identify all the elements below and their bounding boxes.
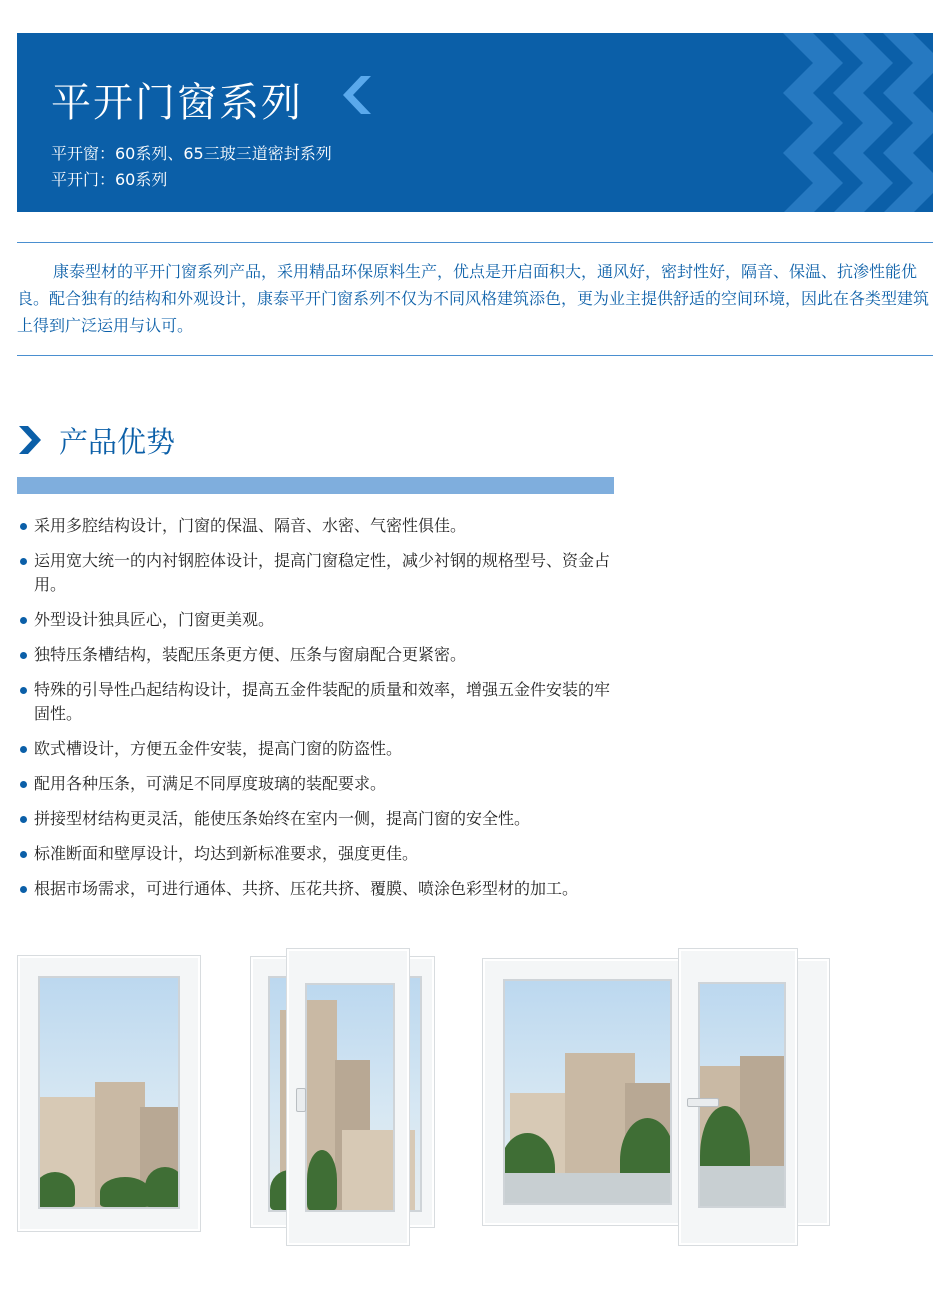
list-item: 采用多腔结构设计，门窗的保温、隔音、水密、气密性俱佳。 [17,514,617,538]
chevron-left-icon [339,74,371,116]
window-photo-fixed [17,955,201,1232]
bullet-dot-icon [20,851,27,858]
header-banner [17,33,933,212]
section-bar [17,477,614,494]
window-handle [687,1098,719,1107]
bullet-dot-icon [20,816,27,823]
list-item: 标准断面和壁厚设计，均达到新标准要求，强度更佳。 [17,842,617,866]
divider-bottom [17,355,933,356]
list-item: 拼接型材结构更灵活，能使压条始终在室内一侧，提高门窗的安全性。 [17,807,617,831]
list-item: 配用各种压条，可满足不同厚度玻璃的装配要求。 [17,772,617,796]
list-item: 特殊的引导性凸起结构设计，提高五金件装配的质量和效率，增强五金件安装的牢固性。 [17,678,617,726]
window-handle [296,1088,306,1112]
window-photo-casement [250,948,435,1250]
bullet-dot-icon [20,746,27,753]
intro-paragraph: 康泰型材的平开门窗系列产品，采用精品环保原料生产，优点是开启面积大，通风好，密封性好，隔音、保温、抗渗性能优良。配合独有的结构和外观设计，康泰平开门窗系列不仅为不同风格建筑添色，更为业主提供舒适的空间环境，因此在各类型建筑上得到广泛运用与认可。 [17,262,930,335]
bullet-dot-icon [20,558,27,565]
section-title: 产品优势 [59,425,176,459]
divider-top [17,242,933,243]
list-item: 根据市场需求，可进行通体、共挤、压花共挤、覆膜、喷涂色彩型材的加工。 [17,877,617,901]
bullet-dot-icon [20,687,27,694]
bullet-dot-icon [20,617,27,624]
list-item: 运用宽大统一的内衬钢腔体设计，提高门窗稳定性，减少衬钢的规格型号、资金占用。 [17,549,617,597]
list-item: 独特压条槽结构，装配压条更方便、压条与窗扇配合更紧密。 [17,643,617,667]
header-line-1: 平开窗：60系列、65三玻三道密封系列 [51,144,332,163]
chevron-right-icon [19,426,41,454]
bullet-dot-icon [20,652,27,659]
chevron-pattern-decoration [773,33,933,212]
header-line-2: 平开门：60系列 [51,170,168,189]
bullet-dot-icon [20,781,27,788]
window-photo-double [482,948,830,1250]
bullet-dot-icon [20,523,27,530]
list-item: 外型设计独具匠心，门窗更美观。 [17,608,617,632]
page-title: 平开门窗系列 [51,80,303,126]
advantages-list [17,514,617,912]
bullet-dot-icon [20,886,27,893]
list-item: 欧式槽设计，方便五金件安装，提高门窗的防盗性。 [17,737,617,761]
